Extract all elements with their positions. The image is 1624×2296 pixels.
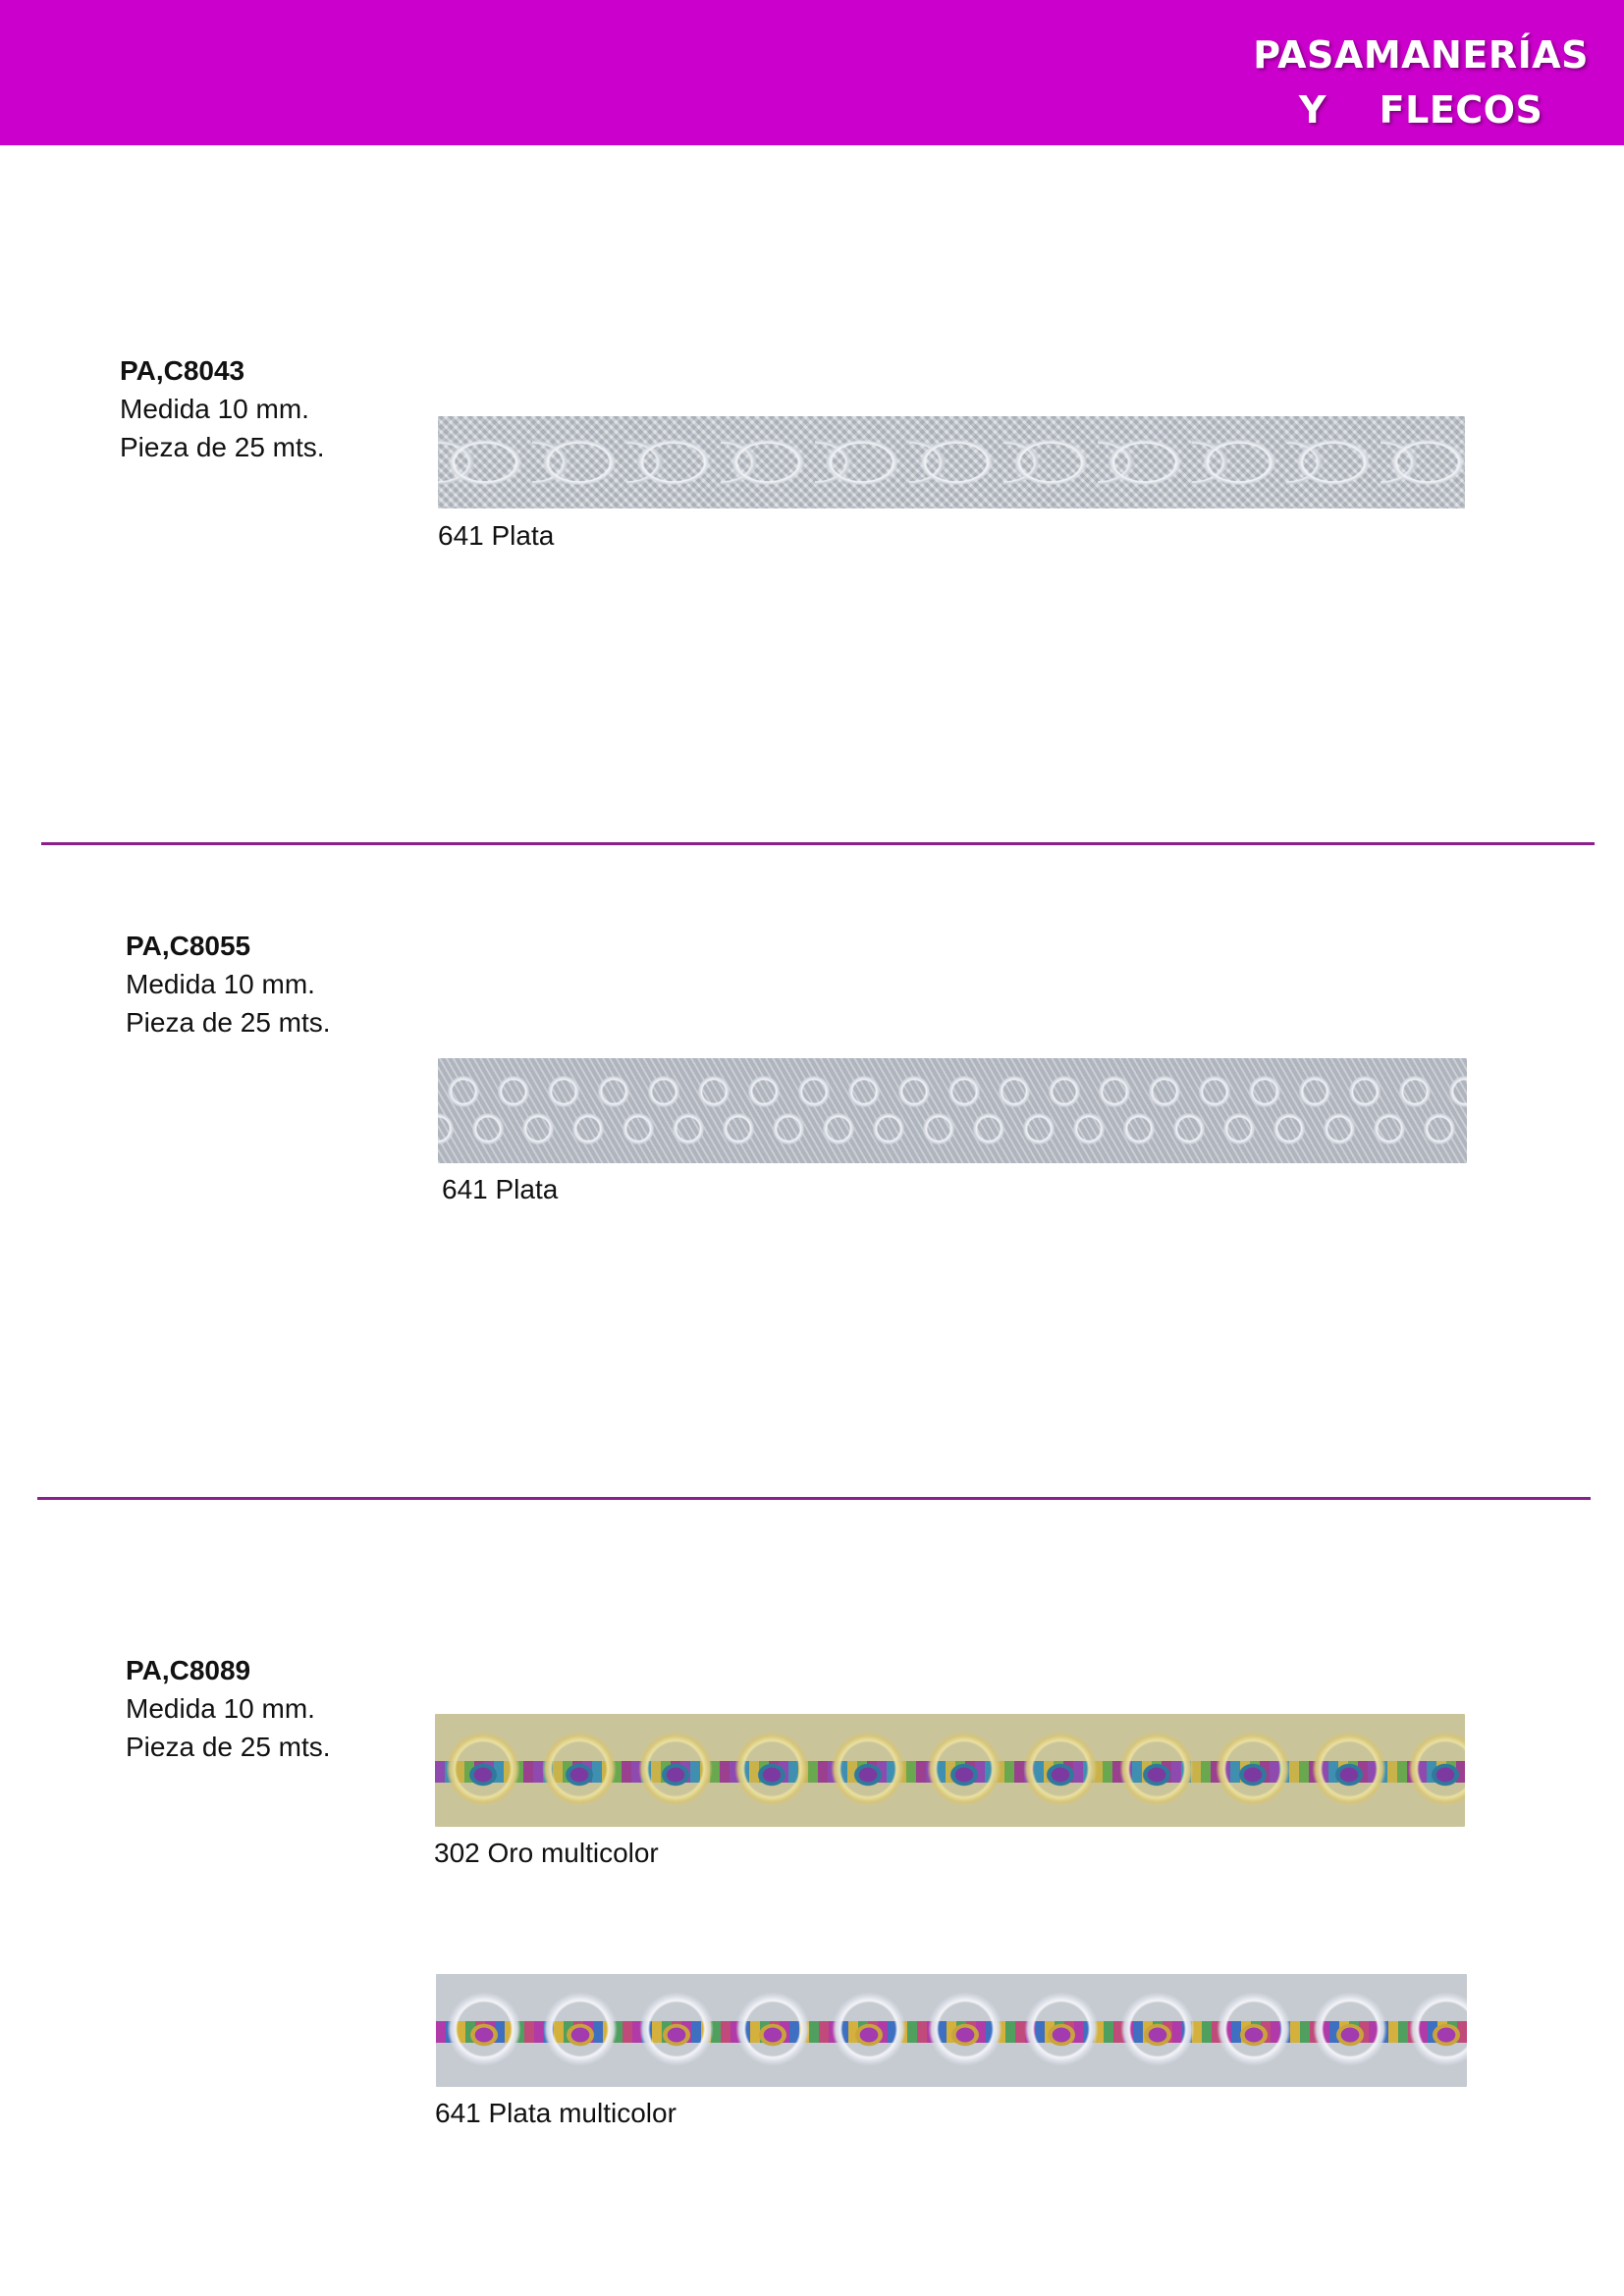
product-code: PA,C8055 — [126, 931, 251, 961]
product-piece: Pieza de 25 mts. — [120, 432, 325, 462]
variant-caption: 641 Plata — [442, 1174, 559, 1204]
page-title-word-flecos: FLECOS — [1379, 88, 1543, 132]
page-title-line2 — [1253, 82, 1589, 137]
product-piece: Pieza de 25 mts. — [126, 1732, 331, 1762]
page-title-word-y: Y — [1298, 88, 1326, 132]
product-size: Medida 10 mm. — [126, 969, 315, 999]
variant-caption: 641 Plata multicolor — [435, 2098, 677, 2128]
product-info-pa-c8055 — [126, 927, 331, 1041]
variant-caption: 302 Oro multicolor — [434, 1838, 659, 1868]
trim-swatch-image — [438, 1058, 1467, 1163]
page-title — [1253, 27, 1589, 137]
product-size: Medida 10 mm. — [120, 394, 309, 424]
trim-swatch-image — [436, 1974, 1467, 2087]
section-divider — [41, 842, 1595, 845]
product-info-pa-c8043 — [120, 351, 325, 466]
product-code: PA,C8043 — [120, 355, 245, 386]
trim-swatch-image — [435, 1714, 1465, 1827]
section-divider — [37, 1497, 1591, 1500]
variant-caption: 641 Plata — [438, 520, 555, 551]
header-band — [0, 0, 1624, 145]
product-piece: Pieza de 25 mts. — [126, 1007, 331, 1038]
product-code: PA,C8089 — [126, 1655, 251, 1685]
product-size: Medida 10 mm. — [126, 1693, 315, 1724]
trim-swatch-image — [438, 416, 1465, 508]
page-title-line1: PASAMANERÍAS — [1253, 33, 1589, 77]
product-info-pa-c8089 — [126, 1651, 331, 1766]
